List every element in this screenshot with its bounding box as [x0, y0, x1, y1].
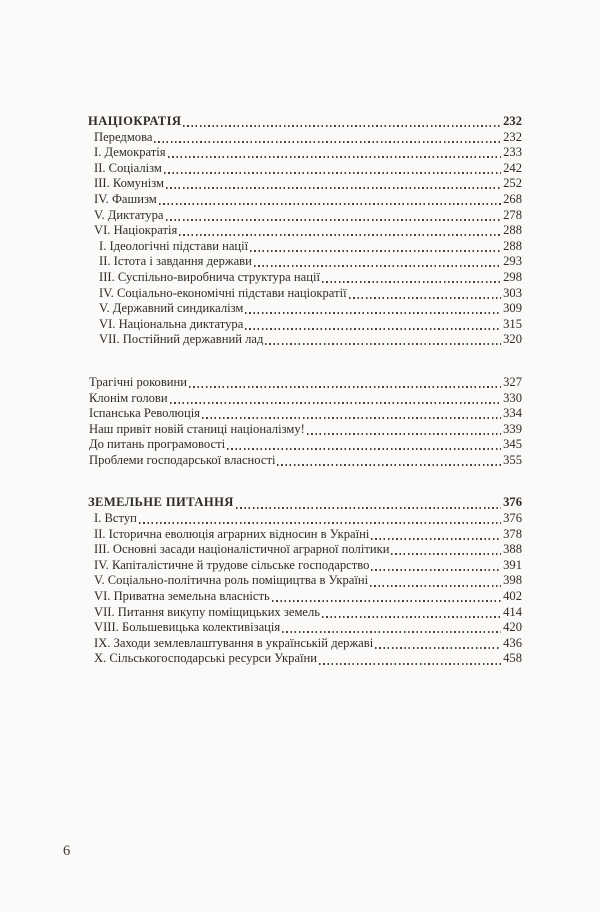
toc-entry-title: III. Основні засади націоналістичної аграрної політики: [94, 542, 390, 557]
toc-entry-title: VI. Приватна земельна власність: [94, 589, 270, 604]
toc-entry: [88, 332, 522, 348]
dot-leader: [189, 386, 501, 388]
toc-entry-title: ЗЕМЕЛЬНЕ ПИТАННЯ: [88, 495, 234, 510]
toc-entry: [88, 651, 522, 667]
toc-entry: [88, 589, 522, 605]
dot-leader: [277, 464, 501, 466]
toc-entry: [88, 239, 522, 255]
toc-entry-title: VI. Націократія: [94, 223, 178, 238]
toc-entry-page: 436: [503, 635, 522, 650]
toc-entry-title: IV. Соціально-економічні підстави націократії: [99, 285, 347, 300]
toc-entry-page: 242: [503, 160, 522, 175]
toc-entry: [88, 437, 522, 453]
toc-entry: [88, 558, 522, 574]
dot-leader: [245, 312, 501, 314]
toc-entry: [88, 161, 522, 177]
toc-entry-title: Іспанська Революція: [89, 406, 200, 421]
toc-entry-page: 388: [503, 542, 522, 557]
toc-entry-title: II. Істота і завдання держави: [99, 254, 252, 269]
page-number: 6: [63, 843, 71, 859]
toc-entry-page: 376: [503, 495, 522, 510]
toc-entry-page: 288: [503, 238, 522, 253]
toc-entry-title: V. Диктатура: [94, 207, 164, 222]
dot-leader: [166, 187, 501, 189]
dot-leader: [371, 569, 501, 571]
toc-entry-page: 334: [503, 406, 522, 421]
toc-entry-page: 376: [503, 511, 522, 526]
toc-entry: [88, 192, 522, 208]
toc-entry: [88, 130, 522, 146]
toc-entry-title: IV. Фашизм: [94, 191, 157, 206]
toc-entry-title: II. Соціалізм: [94, 160, 162, 175]
toc-entry-title: До питань програмовості: [89, 437, 226, 452]
toc-entry-title: НАЦІОКРАТІЯ: [88, 114, 182, 128]
dot-leader: [166, 219, 502, 221]
toc-entry-title: IV. Капіталістичне й трудове сільське господарство: [94, 557, 370, 572]
dot-leader: [319, 663, 501, 665]
toc-entry-title: Клонім голови: [89, 390, 168, 405]
dot-leader: [227, 448, 501, 450]
toc-entry-page: 278: [503, 207, 522, 222]
dot-leader: [370, 585, 501, 587]
toc-entry: [88, 636, 522, 652]
toc-entry-page: 232: [503, 114, 522, 128]
dot-leader: [245, 328, 501, 330]
toc-entry-title: Передмова: [94, 129, 153, 144]
table-of-contents: [88, 114, 522, 667]
toc-entry-page: 320: [503, 332, 522, 347]
dot-leader: [236, 507, 501, 509]
toc-entry-page: 233: [503, 145, 522, 160]
toc-entry-title: III. Комунізм: [94, 176, 164, 191]
dot-leader: [322, 616, 501, 618]
dot-leader: [371, 538, 501, 540]
dot-leader: [322, 281, 501, 283]
toc-section: [88, 375, 522, 469]
dot-leader: [183, 125, 501, 127]
toc-entry: [88, 254, 522, 270]
toc-entry-page: 402: [503, 589, 522, 604]
toc-entry: [88, 542, 522, 558]
toc-entry: [88, 375, 522, 391]
toc-entry-page: 288: [503, 223, 522, 238]
toc-entry: [88, 422, 522, 438]
toc-entry-title: I. Демократія: [94, 145, 166, 160]
toc-entry-page: 391: [503, 557, 522, 572]
toc-entry-page: 252: [503, 176, 522, 191]
toc-entry: [88, 270, 522, 286]
toc-entry: [88, 114, 522, 130]
dot-leader: [307, 433, 501, 435]
toc-entry: [88, 620, 522, 636]
dot-leader: [159, 203, 501, 205]
toc-entry-page: 330: [503, 390, 522, 405]
dot-leader: [170, 402, 502, 404]
toc-entry-page: 398: [503, 573, 522, 588]
toc-entry-title: Трагічні роковини: [89, 374, 188, 389]
toc-entry-page: 268: [503, 191, 522, 206]
toc-entry-title: VII. Питання викупу поміщицьких земель: [94, 604, 321, 619]
toc-entry-title: IX. Заходи землевлаштування в українській державі: [94, 635, 374, 650]
toc-entry-page: 458: [503, 651, 522, 666]
dot-leader: [254, 265, 501, 267]
dot-leader: [282, 631, 501, 633]
toc-entry-page: 355: [503, 452, 522, 467]
dot-leader: [139, 522, 501, 524]
toc-entry: [88, 145, 522, 161]
toc-entry-title: VII. Постійний державний лад: [99, 332, 264, 347]
dot-leader: [272, 600, 501, 602]
toc-entry: [88, 176, 522, 192]
toc-entry: [88, 406, 522, 422]
toc-section: [88, 114, 522, 348]
toc-entry: [88, 527, 522, 543]
toc-entry-title: VIII. Большевицька колективізація: [94, 620, 281, 635]
toc-entry-page: 298: [503, 269, 522, 284]
toc-entry-page: 339: [503, 421, 522, 436]
toc-entry: [88, 605, 522, 621]
toc-entry: [88, 511, 522, 527]
dot-leader: [375, 647, 501, 649]
dot-leader: [349, 297, 502, 299]
dot-leader: [250, 250, 501, 252]
toc-entry-page: 293: [503, 254, 522, 269]
dot-leader: [168, 156, 502, 158]
toc-entry-page: 420: [503, 620, 522, 635]
toc-entry: [88, 573, 522, 589]
dot-leader: [202, 417, 501, 419]
toc-entry: [88, 391, 522, 407]
dot-leader: [391, 553, 501, 555]
toc-entry-title: V. Державний синдикалізм: [99, 301, 244, 316]
toc-entry: [88, 208, 522, 224]
toc-section: [88, 495, 522, 667]
toc-entry-title: III. Суспільно-виробнича структура нації: [99, 269, 320, 284]
toc-entry-page: 345: [503, 437, 522, 452]
dot-leader: [179, 234, 501, 236]
toc-entry-title: VI. Національна диктатура: [99, 316, 244, 331]
toc-entry: [88, 453, 522, 469]
toc-entry: [88, 286, 522, 302]
toc-entry-page: 327: [503, 374, 522, 389]
toc-entry-title: V. Соціально-політична роль поміщицтва в Україні: [94, 573, 369, 588]
dot-leader: [265, 343, 501, 345]
toc-entry-title: Проблеми господарської власності: [89, 452, 276, 467]
toc-entry-title: I. Ідеологічні підстави нації: [99, 238, 249, 253]
toc-entry-page: 303: [503, 285, 522, 300]
toc-entry-title: II. Історична еволюція аграрних відносин в Україні: [94, 526, 370, 541]
dot-leader: [154, 141, 501, 143]
toc-entry-title: X. Сільськогосподарські ресурси України: [94, 651, 318, 666]
toc-entry-title: Наш привіт новій станиці націоналізму!: [89, 421, 305, 436]
toc-entry-page: 315: [503, 316, 522, 331]
toc-entry: [88, 223, 522, 239]
toc-entry-page: 309: [503, 301, 522, 316]
toc-entry-page: 414: [503, 604, 522, 619]
toc-entry-title: I. Вступ: [94, 511, 137, 526]
toc-entry: [88, 317, 522, 333]
toc-entry-page: 232: [503, 129, 522, 144]
toc-entry: [88, 301, 522, 317]
toc-entry-page: 378: [503, 526, 522, 541]
toc-entry: [88, 495, 522, 511]
dot-leader: [164, 172, 501, 174]
